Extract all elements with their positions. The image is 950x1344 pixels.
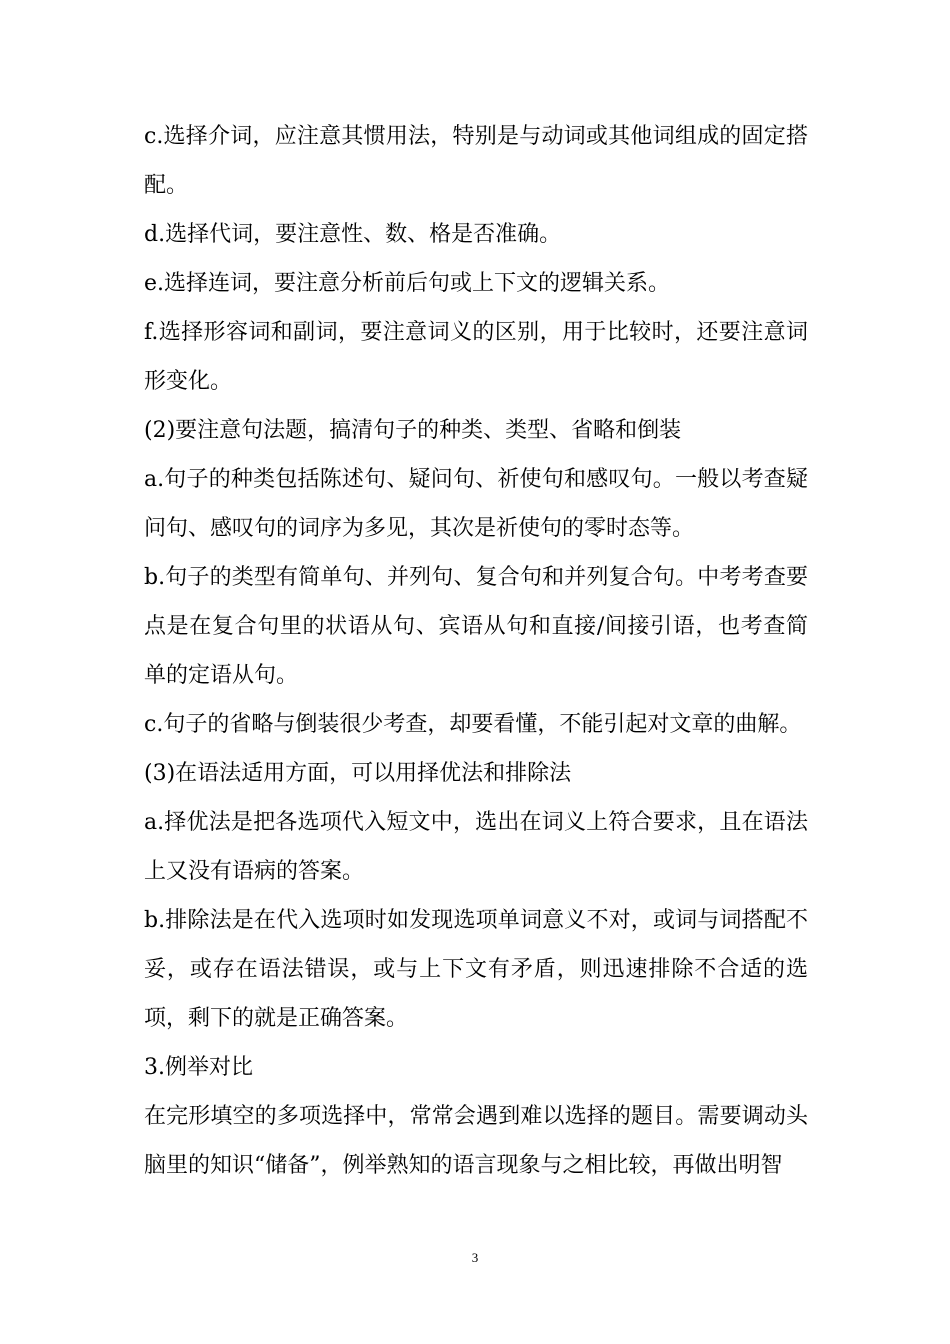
paragraph-conjunction: e.选择连词，要注意分析前后句或上下文的逻辑关系。 bbox=[144, 271, 671, 296]
paragraph-cloze-choice: 在完形填空的多项选择中，常常会遇到难以选择的题目。需要调动头脑里的知识“储备”，例举熟知的语言现象与之相比较，再做出明智 bbox=[144, 1104, 808, 1178]
paragraph-pronoun: d.选择代词，要注意性、数、格是否准确。 bbox=[144, 222, 562, 247]
paragraph-adjective-adverb: f.选择形容词和副词，要注意词义的区别，用于比较时，还要注意词形变化。 bbox=[144, 320, 808, 394]
body-text bbox=[144, 112, 808, 1190]
heading-example-comparison: 3.例举对比 bbox=[144, 1055, 253, 1080]
paragraph-ellipsis-inversion: c.句子的省略与倒装很少考查，却要看懂，不能引起对文章的曲解。 bbox=[144, 712, 802, 737]
paragraph-preposition: c.选择介词，应注意其惯用法，特别是与动词或其他词组成的固定搭配。 bbox=[144, 124, 808, 198]
heading-syntax: (2)要注意句法题，搞清句子的种类、类型、省略和倒装 bbox=[144, 418, 682, 443]
paragraph-sentence-types: b.句子的类型有简单句、并列句、复合句和并列复合句。中考考查要点是在复合句里的状语从句、宾语从句和直接/间接引语，也考查简单的定语从句。 bbox=[144, 565, 808, 688]
paragraph-selection-method: a.择优法是把各选项代入短文中，选出在词义上符合要求，且在语法上又没有语病的答案。 bbox=[144, 810, 808, 884]
page-number: 3 bbox=[471, 1250, 479, 1265]
paragraph-sentence-kinds: a.句子的种类包括陈述句、疑问句、祈使句和感叹句。一般以考查疑问句、感叹句的词序为多见，其次是祈使句的零时态等。 bbox=[144, 467, 808, 541]
paragraph-elimination-method: b.排除法是在代入选项时如发现选项单词意义不对，或词与词搭配不妥，或存在语法错误，或与上下文有矛盾，则迅速排除不合适的选项，剩下的就是正确答案。 bbox=[144, 908, 808, 1031]
heading-grammar-methods: (3)在语法适用方面，可以用择优法和排除法 bbox=[144, 761, 572, 786]
